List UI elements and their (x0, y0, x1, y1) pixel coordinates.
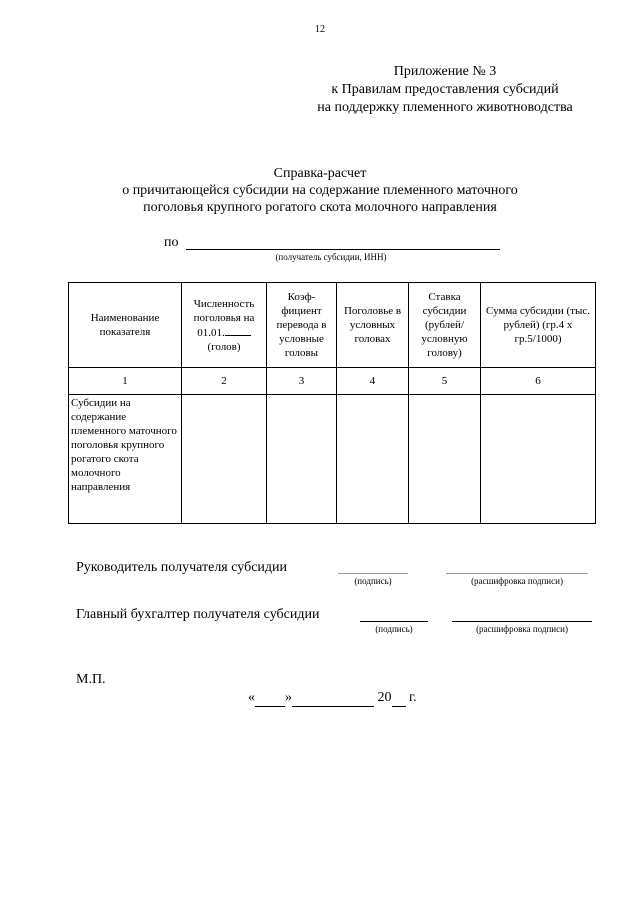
header-col-4: Поголовье в условных головах (337, 283, 409, 368)
appendix-line-1: Приложение № 3 (393, 64, 497, 79)
stamp-place: М.П. (76, 672, 106, 687)
appendix-block (300, 63, 590, 117)
col-number-2: 2 (182, 368, 267, 395)
row-indicator-name: Субсидии на содержание племенного маточного поголовья крупного рогатого скота молочного направления (69, 395, 182, 524)
date-year-prefix: 20 (377, 690, 392, 705)
title-line-1: Справка-расчет (273, 166, 367, 181)
header-col-6: Сумма субсидии (тыс. рублей) (гр.4 х гр.5/1000) (481, 283, 596, 368)
header-col-1: Наименование показателя (69, 283, 182, 368)
header-col-3: Коэф-фициент перевода в условные головы (267, 283, 337, 368)
header-col-2 (182, 283, 267, 368)
accountant-signature-caption: (подпись) (375, 624, 413, 634)
calculation-table (68, 282, 596, 524)
col-number-6: 6 (481, 368, 596, 395)
header-col-2-unit: (голов) (207, 340, 241, 353)
col-number-3: 3 (267, 368, 337, 395)
date-year-suffix: г. (409, 690, 417, 705)
date-field (248, 690, 417, 707)
head-signature-caption: (подпись) (354, 576, 392, 586)
head-decoding-line[interactable] (446, 572, 588, 574)
header-col-2-text: Численность поголовья на 01.01. (193, 297, 255, 339)
cell-subsidy-sum[interactable] (481, 395, 596, 524)
document-title (0, 165, 640, 216)
date-open-quote: « (248, 690, 255, 705)
accountant-signature-label: Главный бухгалтер получателя субсидии (76, 607, 320, 622)
cell-headcount[interactable] (182, 395, 267, 524)
header-col-5: Ставка субсидии (рублей/ условную голову) (409, 283, 481, 368)
recipient-prefix: по (164, 235, 179, 250)
col-number-1: 1 (69, 368, 182, 395)
title-line-3: поголовья крупного рогатого скота молочного направления (143, 200, 497, 215)
date-year-blank[interactable] (392, 690, 406, 707)
recipient-hint: (получатель субсидии, ИНН) (275, 252, 387, 262)
cell-rate[interactable] (409, 395, 481, 524)
col-number-5: 5 (409, 368, 481, 395)
table-header-row (69, 283, 596, 368)
date-close-quote: » (285, 690, 292, 705)
head-decoding-caption: (расшифровка подписи) (471, 576, 563, 586)
accountant-signature-line[interactable] (360, 620, 428, 622)
table-row (69, 395, 596, 524)
accountant-decoding-caption: (расшифровка подписи) (476, 624, 568, 634)
title-line-2: о причитающейся субсидии на содержание племенного маточного (122, 183, 518, 198)
page-number: 12 (315, 24, 325, 35)
head-signature-line[interactable] (338, 572, 408, 574)
col-number-4: 4 (337, 368, 409, 395)
recipient-field-line[interactable] (186, 249, 500, 250)
appendix-line-2: к Правилам предоставления субсидий (331, 82, 559, 97)
head-signature-label: Руководитель получателя субсидии (76, 560, 288, 575)
date-month-blank[interactable] (292, 690, 374, 707)
cell-coefficient[interactable] (267, 395, 337, 524)
column-number-row (69, 368, 596, 395)
cell-conditional-heads[interactable] (337, 395, 409, 524)
date-day-blank[interactable] (255, 690, 285, 707)
appendix-line-3: на поддержку племенного животноводства (317, 100, 573, 115)
accountant-decoding-line[interactable] (452, 620, 592, 622)
